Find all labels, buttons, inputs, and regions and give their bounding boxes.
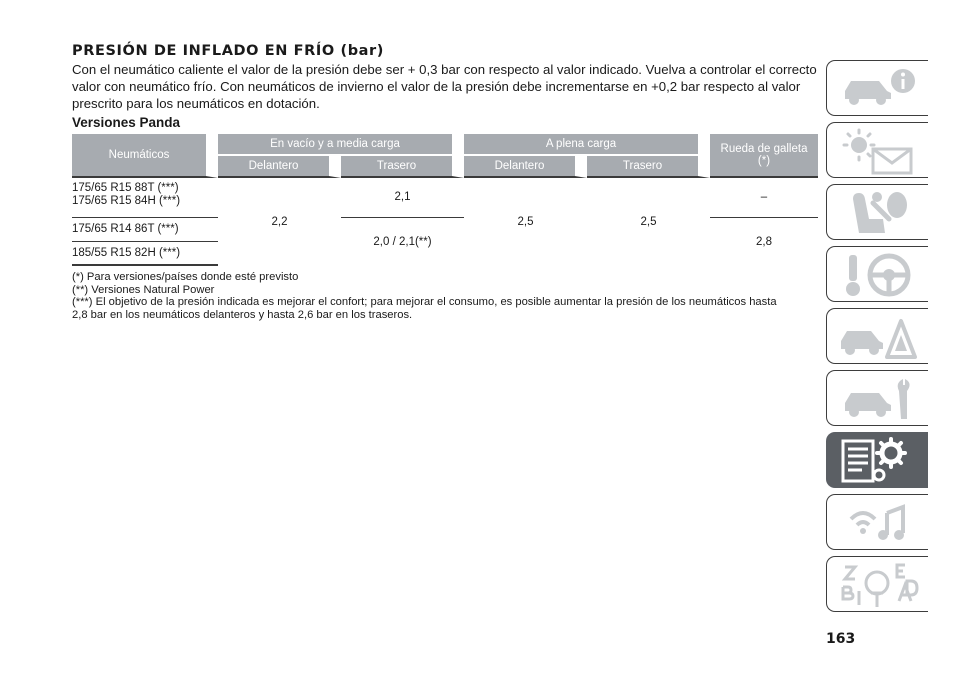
- tyre-size: 185/55 R15 82H (***): [72, 242, 218, 266]
- sidebar-tab-safety[interactable]: [826, 184, 928, 240]
- rear-empty-value: 2,0 / 2,1(**): [373, 235, 432, 248]
- footnotes: [72, 271, 818, 321]
- seat-airbag-icon: [837, 189, 921, 237]
- front-full-value: 2,5: [517, 215, 534, 228]
- sidebar-tab-starting-driving[interactable]: [826, 246, 928, 302]
- tyre-size: 175/65 R15 84H (***): [72, 195, 181, 207]
- table-row: [72, 178, 818, 218]
- header-empty-half-load: En vacío y a media carga: [218, 134, 464, 156]
- intro-line: prescrito para los neumáticos en dotación.: [72, 96, 320, 111]
- page-number: 163: [826, 631, 856, 647]
- sidebar-tab-warning-lights[interactable]: [826, 122, 928, 178]
- front-empty-value: 2,2: [271, 215, 288, 228]
- tyre-size-cell: [72, 178, 218, 218]
- tyre-pressure-table: [72, 134, 818, 266]
- alphabetical-index-icon: [837, 561, 921, 609]
- rear-full-value: 2,5: [640, 215, 657, 228]
- spare-value: 2,8: [756, 235, 772, 248]
- intro-paragraph: [72, 61, 818, 112]
- intro-line: valor con neumático frío. Con neumáticos de invierno el valor de la presión debe incrementarse en +0,2 bar respecto al valor: [72, 79, 801, 94]
- sidebar-tab-technical-data[interactable]: [826, 432, 928, 488]
- header-spare-note: (*): [757, 155, 771, 167]
- document-content: [72, 42, 818, 321]
- header-front-full: Delantero: [464, 156, 587, 178]
- header-tyres: Neumáticos: [72, 134, 218, 178]
- header-rear-empty: Trasero: [341, 156, 464, 178]
- spare-value: –: [710, 178, 818, 218]
- header-rear-full: Trasero: [587, 156, 710, 178]
- multimedia-icon: [837, 499, 921, 547]
- footnote: (*) Para versiones/países donde esté previsto: [72, 271, 299, 283]
- footnote: 2,8 bar en los neumáticos delanteros y hasta 2,6 bar en los traseros.: [72, 308, 413, 321]
- car-wrench-icon: [837, 375, 921, 423]
- car-warning-triangle-icon: [837, 313, 921, 361]
- footnote: (**) Versiones Natural Power: [72, 283, 215, 296]
- page-title: PRESIÓN DE INFLADO EN FRÍO (bar): [72, 43, 385, 59]
- chapter-sidebar: [826, 60, 928, 618]
- warning-lights-message-icon: [837, 127, 921, 175]
- intro-line: Con el neumático caliente el valor de la presión debe ser + 0,3 bar con respecto al valor indicado. Vuelva a controlar el correcto: [72, 62, 817, 77]
- header-spare-label: Rueda de galleta: [720, 143, 808, 155]
- sidebar-tab-multimedia[interactable]: [826, 494, 928, 550]
- header-front-empty: Delantero: [218, 156, 341, 178]
- technical-data-gear-icon: [837, 437, 921, 485]
- sidebar-tab-index[interactable]: [826, 556, 928, 612]
- tyre-size: 175/65 R14 86T (***): [72, 218, 218, 242]
- header-spare-wheel: [710, 134, 818, 178]
- footnote: (***) El objetivo de la presión indicada es mejorar el confort; para mejorar el consumo, es posible aumentar la presión de los neumáticos hasta: [72, 296, 777, 308]
- sidebar-tab-emergency[interactable]: [826, 308, 928, 364]
- key-steering-wheel-icon: [837, 251, 921, 299]
- car-info-icon: [837, 65, 921, 113]
- sidebar-tab-car-info[interactable]: [826, 60, 928, 116]
- tyre-size: 175/65 R15 88T (***): [72, 182, 179, 194]
- sidebar-tab-maintenance[interactable]: [826, 370, 928, 426]
- header-full-load: A plena carga: [464, 134, 710, 156]
- section-title: Versiones Panda: [72, 115, 181, 130]
- rear-empty-value: 2,1: [341, 178, 464, 218]
